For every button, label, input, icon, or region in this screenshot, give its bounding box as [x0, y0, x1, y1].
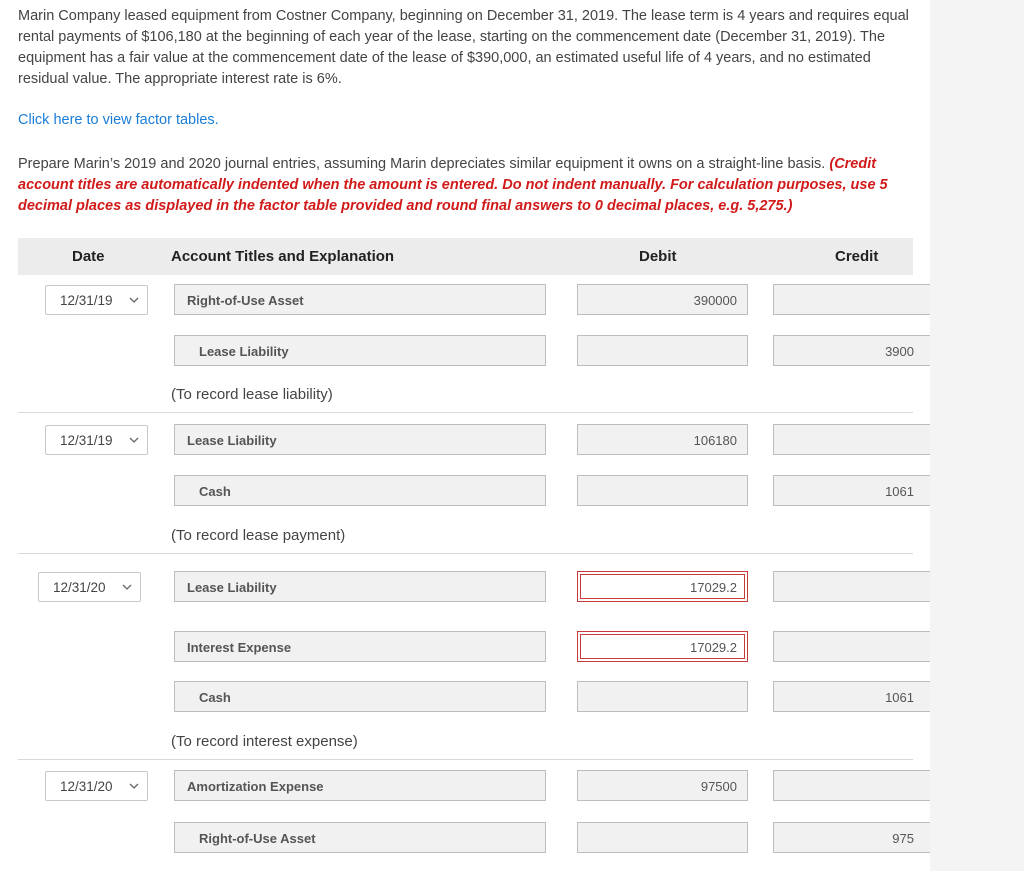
entry-1-line-1-account[interactable]: Right-of-Use Asset [174, 284, 546, 315]
entry-divider [18, 412, 913, 413]
entry-divider [18, 759, 913, 760]
page-margin-gray [930, 0, 1024, 871]
entry-3-line-3-account[interactable]: Cash [174, 681, 546, 712]
chevron-down-icon [129, 435, 139, 445]
entry-1-note: (To record lease liability) [171, 386, 333, 403]
entry-2-date-select[interactable] [45, 425, 148, 455]
entry-2-line-2-credit[interactable]: 1061 [773, 475, 930, 506]
entry-3-note: (To record interest expense) [171, 733, 358, 750]
entry-4-line-1-account[interactable]: Amortization Expense [174, 770, 546, 801]
factor-tables-link[interactable]: Click here to view factor tables. [18, 112, 219, 128]
entry-1-date-select[interactable] [45, 285, 148, 315]
entry-3-line-2-debit[interactable]: 17029.2 [577, 631, 748, 662]
date-value: 12/31/20 [60, 779, 113, 794]
entry-3-line-2-account[interactable]: Interest Expense [174, 631, 546, 662]
entry-1-line-2-account[interactable]: Lease Liability [174, 335, 546, 366]
entry-3-line-1-account[interactable]: Lease Liability [174, 571, 546, 602]
chevron-down-icon [129, 295, 139, 305]
entry-2-note: (To record lease payment) [171, 527, 346, 544]
entry-3-line-3-credit[interactable]: 1061 [773, 681, 930, 712]
entry-4-line-2-account[interactable]: Right-of-Use Asset [174, 822, 546, 853]
entry-3-line-2-credit[interactable] [773, 631, 930, 662]
entry-2-line-2-debit[interactable] [577, 475, 748, 506]
entry-2-line-1-credit[interactable] [773, 424, 930, 455]
entry-2-line-2-account[interactable]: Cash [174, 475, 546, 506]
entry-3-date-select[interactable] [38, 572, 141, 602]
instructions-text: Prepare Marin’s 2019 and 2020 journal entries, assuming Marin depreciates similar equipment it owns on a straight-line basis. [18, 156, 830, 172]
entry-3-line-3-debit[interactable] [577, 681, 748, 712]
date-value: 12/31/19 [60, 293, 113, 308]
entry-4-line-2-debit[interactable] [577, 822, 748, 853]
date-value: 12/31/20 [53, 580, 106, 595]
instructions-note: (Credit account titles are automatically indented when the amount is entered. Do not indent manually. For calculation purposes, use 5 decimal places as displayed in the factor table provided and round final answers to 0 decimal places, e.g. 5,275.) [18, 156, 888, 214]
entry-4-line-1-credit[interactable] [773, 770, 930, 801]
entry-3-line-1-credit[interactable] [773, 571, 930, 602]
instructions [18, 154, 918, 217]
header-account-titles: Account Titles and Explanation [171, 248, 395, 265]
entry-1-line-1-credit[interactable] [773, 284, 930, 315]
chevron-down-icon [129, 781, 139, 791]
entry-4-line-1-debit[interactable]: 97500 [577, 770, 748, 801]
entry-3-line-1-debit[interactable]: 17029.2 [577, 571, 748, 602]
entry-2-line-1-account[interactable]: Lease Liability [174, 424, 546, 455]
entry-1-line-1-debit[interactable]: 390000 [577, 284, 748, 315]
entry-1-line-2-credit[interactable]: 3900 [773, 335, 930, 366]
journal-table-header [18, 238, 913, 275]
header-debit: Debit [639, 248, 677, 265]
header-credit: Credit [835, 248, 879, 265]
entry-4-line-2-credit[interactable]: 975 [773, 822, 930, 853]
header-date: Date [72, 248, 105, 265]
entry-2-line-1-debit[interactable]: 106180 [577, 424, 748, 455]
chevron-down-icon [122, 582, 132, 592]
date-value: 12/31/19 [60, 433, 113, 448]
problem-statement: Marin Company leased equipment from Costner Company, beginning on December 31, 2019. The lease term is 4 years and requires equal rental payments of $106,180 at the beginning of each year of the lease, starting on the commencement date (December 31, 2019). The equipment has a fair value at the commencement date of the lease of $390,000, an estimated useful life of 4 years, and no estimated residual value. The appropriate interest rate is 6%. [18, 8, 909, 87]
entry-1-line-2-debit[interactable] [577, 335, 748, 366]
entry-4-date-select[interactable] [45, 771, 148, 801]
entry-divider [18, 553, 913, 554]
